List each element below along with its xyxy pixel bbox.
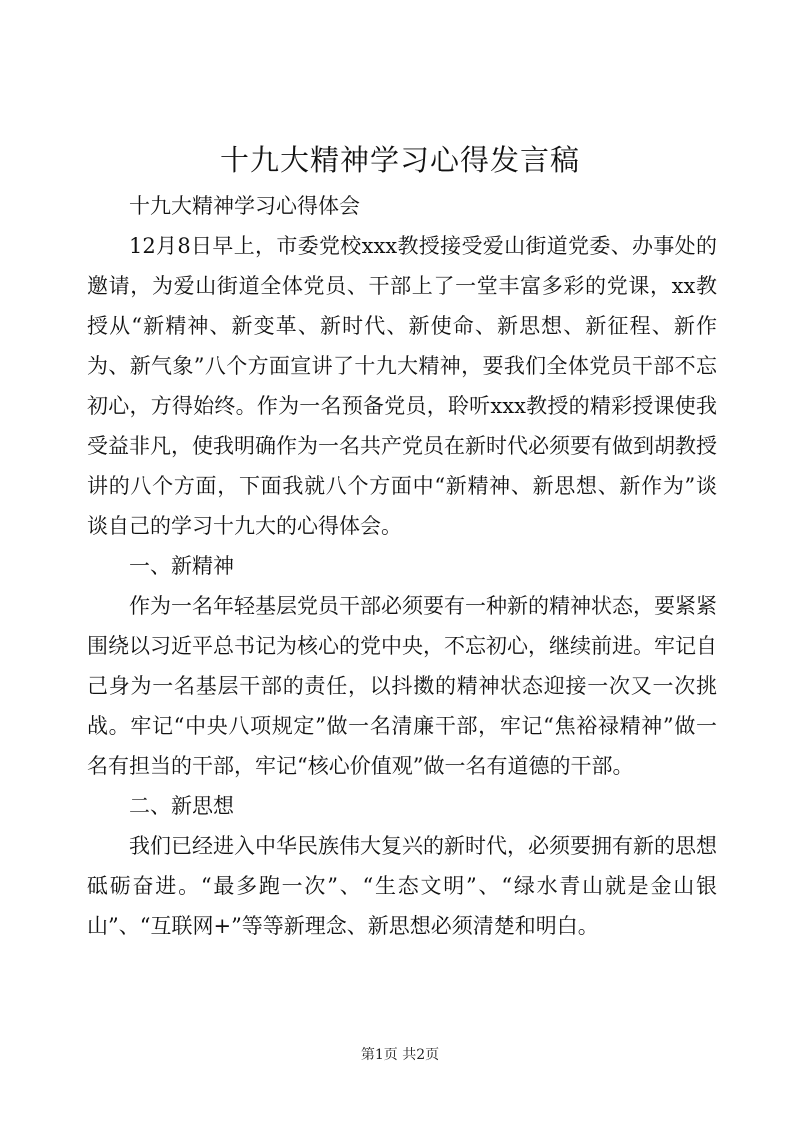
body-paragraph: 我们已经进入中华民族伟大复兴的新时代，必须要拥有新的思想砥砺奋进。“最多跑一次”、“生态文明”、“绿水青山就是金山银山”、“互联网+”等等新理念、新思想必须清楚和明白。 (87, 834, 717, 938)
section-heading: 一、新精神 (129, 554, 234, 578)
document-title: 十九大精神学习心得发言稿 (219, 143, 580, 177)
section-heading: 二、新思想 (129, 794, 234, 818)
document-body (87, 186, 717, 946)
subtitle-paragraph: 十九大精神学习心得体会 (129, 194, 360, 218)
page-number-footer: 第1页 共2页 (360, 1047, 440, 1063)
body-paragraph: 12月8日早上，市委党校xxx教授接受爱山街道党委、办事处的邀请，为爱山街道全体党员、干部上了一堂丰富多彩的党课，xx教授从“新精神、新变革、新时代、新使命、新思想、新征程、新作为、新气象”八个方面宣讲了十九大精神，要我们全体党员干部不忘初心，方得始终。作为一名预备党员，聆听xxx教授的精彩授课使我受益非凡，使我明确作为一名共产党员在新时代必须要有做到胡教授讲的八个方面，下面我就八个方面中“新精神、新思想、新作为”谈谈自己的学习十九大的心得体会。 (87, 234, 717, 538)
body-paragraph: 作为一名年轻基层党员干部必须要有一种新的精神状态，要紧紧围绕以习近平总书记为核心的党中央，不忘初心，继续前进。牢记自己身为一名基层干部的责任，以抖擞的精神状态迎接一次又一次挑战。牢记“中央八项规定”做一名清廉干部，牢记“焦裕禄精神”做一名有担当的干部，牢记“核心价值观”做一名有道德的干部。 (87, 594, 717, 778)
